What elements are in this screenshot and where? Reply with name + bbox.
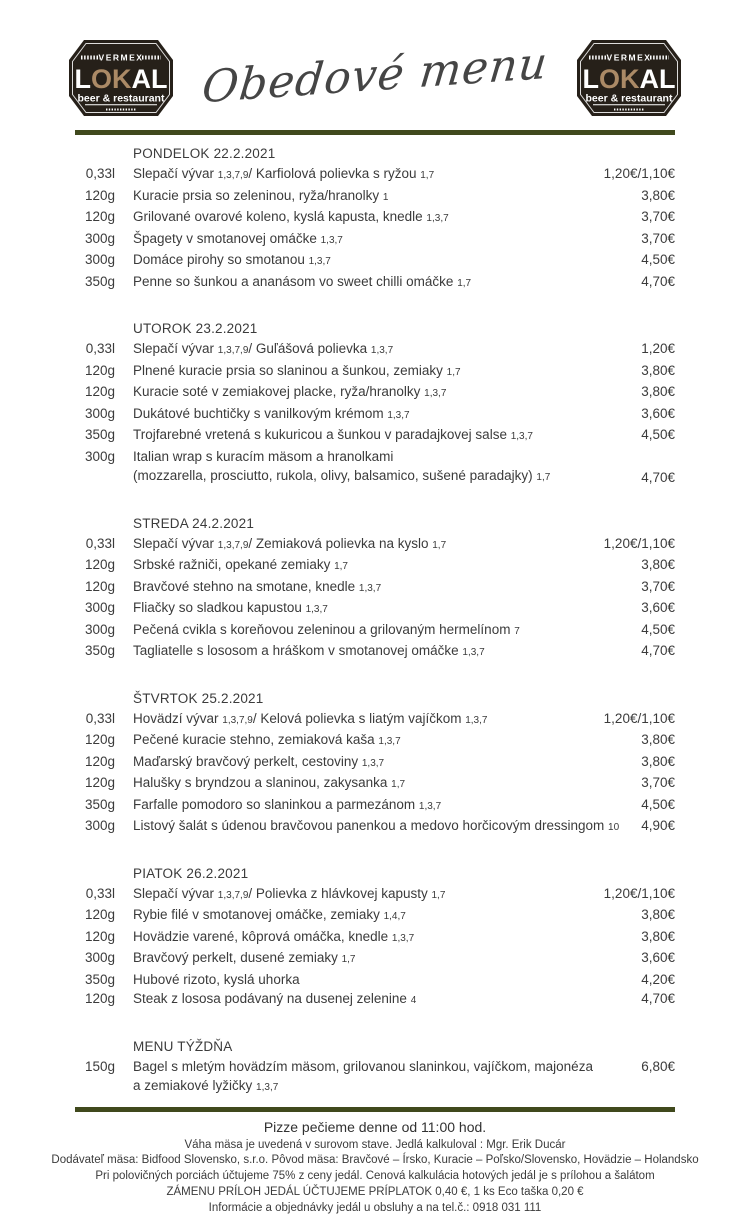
menu-item-row <box>75 709 675 731</box>
menu-item-row <box>75 382 675 404</box>
day-header: PIATOK 26.2.2021 <box>133 864 675 884</box>
menu-item-row <box>75 361 675 383</box>
portion-label: 120g <box>75 989 115 1009</box>
dish-name: Hovädzí vývar 1,3,7,9/ Kelová polievka s liatým vajíčkom 1,3,7 <box>133 709 497 731</box>
portion-label: 120g <box>75 905 115 925</box>
price-label: 3,60€ <box>641 404 675 424</box>
section-items <box>75 534 675 663</box>
dish-name: Penne so šunkou a ananásom vo sweet chilli omáčke 1,7 <box>133 272 481 294</box>
price-label: 3,60€ <box>641 598 675 618</box>
price-label: 3,80€ <box>641 752 675 772</box>
footer-line: Váha mäsa je uvedená v surovom stave. Jedlá kalkuloval : Mgr. Erik Ducár <box>22 1138 728 1154</box>
dish-name: Dukátové buchtičky s vanilkovým krémom 1,3,7 <box>133 404 420 426</box>
price-label: 1,20€/1,10€ <box>604 884 675 904</box>
portion-label: 300g <box>75 816 115 836</box>
dish-name: Hubové rizoto, kyslá uhorka <box>133 970 310 990</box>
price-label: 4,20€ <box>641 970 675 990</box>
dish-name: Slepačí vývar 1,3,7,9/ Zemiaková polievka na kyslo 1,7 <box>133 534 456 556</box>
price-label: 4,70€ <box>641 468 675 488</box>
day-section <box>75 514 675 663</box>
menu-item-row <box>75 620 675 642</box>
dish-name: Slepačí vývar 1,3,7,9/ Polievka z hlávkovej kapusty 1,7 <box>133 884 455 906</box>
menu-item-row <box>75 339 675 361</box>
menu-item-row <box>75 598 675 620</box>
price-label: 3,70€ <box>641 577 675 597</box>
menu-item-row <box>75 795 675 817</box>
portion-label: 120g <box>75 730 115 750</box>
dish-name: Halušky s bryndzou a slaninou, zakysanka 1,7 <box>133 773 415 795</box>
day-header: MENU TÝŽDŇA <box>133 1037 675 1057</box>
portion-label: 0,33l <box>75 534 115 554</box>
menu-item-row <box>75 534 675 556</box>
portion-label: 120g <box>75 207 115 227</box>
lokal-badge-icon <box>69 40 173 116</box>
dish-name: Fliačky so sladkou kapustou 1,3,7 <box>133 598 338 620</box>
dish-name: Kuracie prsia so zeleninou, ryža/hranolky 1 <box>133 186 398 208</box>
menu-item-row <box>75 641 675 663</box>
menu-item-row <box>75 555 675 577</box>
portion-label: 120g <box>75 577 115 597</box>
footer-line: Pri polovičných porciách účtujeme 75% z ceny jedál. Cenová kalkulácia hotových jedál je s prílohou a šalátom <box>22 1169 728 1185</box>
price-label: 4,90€ <box>641 816 675 836</box>
portion-label: 300g <box>75 447 115 467</box>
section-items <box>75 884 675 1011</box>
price-label: 4,50€ <box>641 250 675 270</box>
price-label: 4,70€ <box>641 641 675 661</box>
dish-name: Slepačí vývar 1,3,7,9/ Karfiolová polievka s ryžou 1,7 <box>133 164 444 186</box>
menu-item-row <box>75 229 675 251</box>
menu-item-row <box>75 425 675 447</box>
dish-name: Trojfarebné vretená s kukuricou a šunkou v paradajkovej salse 1,3,7 <box>133 425 543 447</box>
menu-item-row <box>75 905 675 927</box>
portion-label: 0,33l <box>75 339 115 359</box>
portion-label: 350g <box>75 425 115 445</box>
portion-label: 120g <box>75 382 115 402</box>
menu-item-row <box>75 447 675 488</box>
price-label: 3,80€ <box>641 927 675 947</box>
menu-item-row <box>75 730 675 752</box>
dish-name: Špagety v smotanovej omáčke 1,3,7 <box>133 229 353 251</box>
dish-name: Steak z lososa podávaný na dusenej zelenine 4 <box>133 989 426 1011</box>
price-label: 6,80€ <box>641 1057 675 1077</box>
dish-name: Maďarský bravčový perkelt, cestoviny 1,3,7 <box>133 752 394 774</box>
portion-label: 0,33l <box>75 164 115 184</box>
dish-name: Tagliatelle s lososom a hráškom v smotanovej omáčke 1,3,7 <box>133 641 495 663</box>
day-section <box>75 319 675 488</box>
price-label: 3,80€ <box>641 730 675 750</box>
day-header: UTOROK 23.2.2021 <box>133 319 675 339</box>
dish-name: Farfalle pomodoro so slaninkou a parmezánom 1,3,7 <box>133 795 451 817</box>
beer-restaurant-label: beer & restaurant <box>78 93 165 105</box>
portion-label: 120g <box>75 752 115 772</box>
dish-name: Slepačí vývar 1,3,7,9/ Guľášová polievka 1,3,7 <box>133 339 403 361</box>
masthead <box>69 0 681 120</box>
menu-item-row <box>75 164 675 186</box>
portion-label: 120g <box>75 361 115 381</box>
day-header: PONDELOK 22.2.2021 <box>133 144 675 164</box>
vermex-label: VERMEX <box>99 53 144 63</box>
price-label: 4,50€ <box>641 795 675 815</box>
dish-name: Rybie filé v smotanovej omáčke, zemiaky 1,4,7 <box>133 905 416 927</box>
menu-item-row <box>75 989 675 1011</box>
page-title: Obedové menu <box>200 37 551 113</box>
portion-label: 120g <box>75 927 115 947</box>
price-label: 3,80€ <box>641 905 675 925</box>
day-section <box>75 689 675 838</box>
portion-label: 300g <box>75 250 115 270</box>
vermex-label: VERMEX <box>607 53 652 63</box>
dish-name: Bravčové stehno na smotane, knedle 1,3,7 <box>133 577 391 599</box>
portion-label: 120g <box>75 555 115 575</box>
section-items <box>75 164 675 293</box>
section-items <box>75 339 675 488</box>
price-label: 3,70€ <box>641 229 675 249</box>
dish-name: Pečené kuracie stehno, zemiaková kaša 1,3,7 <box>133 730 411 752</box>
menu-item-row <box>75 186 675 208</box>
price-label: 4,70€ <box>641 272 675 292</box>
dish-name: Italian wrap s kuracím mäsom a hranolkami (mozzarella, prosciutto, rukola, olivy, balsamico, sušené paradajky) 1,7 <box>133 447 560 488</box>
dish-name: Bravčový perkelt, dusené zemiaky 1,7 <box>133 948 366 970</box>
day-section <box>75 1037 675 1098</box>
price-label: 3,70€ <box>641 773 675 793</box>
portion-label: 350g <box>75 272 115 292</box>
menu-item-row <box>75 927 675 949</box>
dish-name: Plnené kuracie prsia so slaninou a šunkou, zemiaky 1,7 <box>133 361 471 383</box>
footer-notes <box>0 1138 750 1216</box>
portion-label: 300g <box>75 598 115 618</box>
price-label: 3,60€ <box>641 948 675 968</box>
price-label: 4,50€ <box>641 425 675 445</box>
lokal-badge-icon <box>577 40 681 116</box>
bottom-divider <box>75 1107 675 1112</box>
menu-item-row <box>75 272 675 294</box>
menu-item-row <box>75 773 675 795</box>
price-label: 1,20€/1,10€ <box>604 164 675 184</box>
portion-label: 120g <box>75 186 115 206</box>
price-label: 3,80€ <box>641 555 675 575</box>
footer-line: ZÁMENU PRÍLOH JEDÁL ÚČTUJEME PRÍPLATOK 0,40 €, 1 ks Eco taška 0,20 € <box>22 1185 728 1201</box>
lokal-logo-right <box>577 40 681 116</box>
price-label: 3,80€ <box>641 382 675 402</box>
day-section <box>75 864 675 1011</box>
menu-item-row <box>75 970 675 990</box>
menu-item-row <box>75 884 675 906</box>
portion-label: 0,33l <box>75 709 115 729</box>
menu-sections <box>75 135 675 1098</box>
dish-name: Srbské ražniči, opekané zemiaky 1,7 <box>133 555 358 577</box>
price-label: 3,80€ <box>641 186 675 206</box>
dish-name: Kuracie soté v zemiakovej placke, ryža/hranolky 1,3,7 <box>133 382 456 404</box>
footer-line: Informácie a objednávky jedál u obsluhy a na tel.č.: 0918 031 111 <box>22 1201 728 1216</box>
menu-item-row <box>75 948 675 970</box>
portion-label: 120g <box>75 773 115 793</box>
portion-label: 300g <box>75 229 115 249</box>
price-label: 1,20€/1,10€ <box>604 709 675 729</box>
menu-item-row <box>75 1057 675 1098</box>
lokal-wordmark: LOKAL <box>582 64 675 94</box>
dish-name: Listový šalát s údenou bravčovou panenkou a medovo horčicovým dressingom 10 <box>133 816 629 838</box>
menu-item-row <box>75 207 675 229</box>
price-label: 3,70€ <box>641 207 675 227</box>
beer-restaurant-label: beer & restaurant <box>586 93 673 105</box>
day-section <box>75 144 675 293</box>
portion-label: 150g <box>75 1057 115 1077</box>
portion-label: 0,33l <box>75 884 115 904</box>
portion-label: 300g <box>75 404 115 424</box>
day-header: STREDA 24.2.2021 <box>133 514 675 534</box>
price-label: 4,70€ <box>641 989 675 1009</box>
menu-item-row <box>75 816 675 838</box>
price-label: 3,80€ <box>641 361 675 381</box>
pizza-note: Pizze pečieme denne od 11:00 hod. <box>0 1119 750 1135</box>
dish-name: Domáce pirohy so smotanou 1,3,7 <box>133 250 341 272</box>
portion-label: 350g <box>75 970 115 990</box>
portion-label: 350g <box>75 641 115 661</box>
dish-name: Hovädzie varené, kôprová omáčka, knedle 1,3,7 <box>133 927 424 949</box>
portion-label: 350g <box>75 795 115 815</box>
price-label: 1,20€ <box>641 339 675 359</box>
menu-item-row <box>75 577 675 599</box>
lokal-wordmark: LOKAL <box>75 64 168 94</box>
dish-name: Bagel s mletým hovädzím mäsom, grilovanou slaninkou, vajíčkom, majonéza a zemiakové lyžičky 1,3,7 <box>133 1057 603 1098</box>
footer-line: Dodávateľ mäsa: Bidfood Slovensko, s.r.o. Pôvod mäsa: Bravčové – Írsko, Kuracie – Poľsko/Slovensko, Hovädzie – Holandsko <box>22 1153 728 1169</box>
menu-item-row <box>75 404 675 426</box>
portion-label: 300g <box>75 620 115 640</box>
dish-name: Grilované ovarové koleno, kyslá kapusta, knedle 1,3,7 <box>133 207 459 229</box>
dish-name: Pečená cvikla s koreňovou zeleninou a grilovaným hermelínom 7 <box>133 620 530 642</box>
price-label: 4,50€ <box>641 620 675 640</box>
section-items <box>75 709 675 838</box>
portion-label: 300g <box>75 948 115 968</box>
section-items <box>75 1057 675 1098</box>
menu-item-row <box>75 250 675 272</box>
price-label: 1,20€/1,10€ <box>604 534 675 554</box>
lokal-logo-left <box>69 40 173 116</box>
day-header: ŠTVRTOK 25.2.2021 <box>133 689 675 709</box>
menu-item-row <box>75 752 675 774</box>
